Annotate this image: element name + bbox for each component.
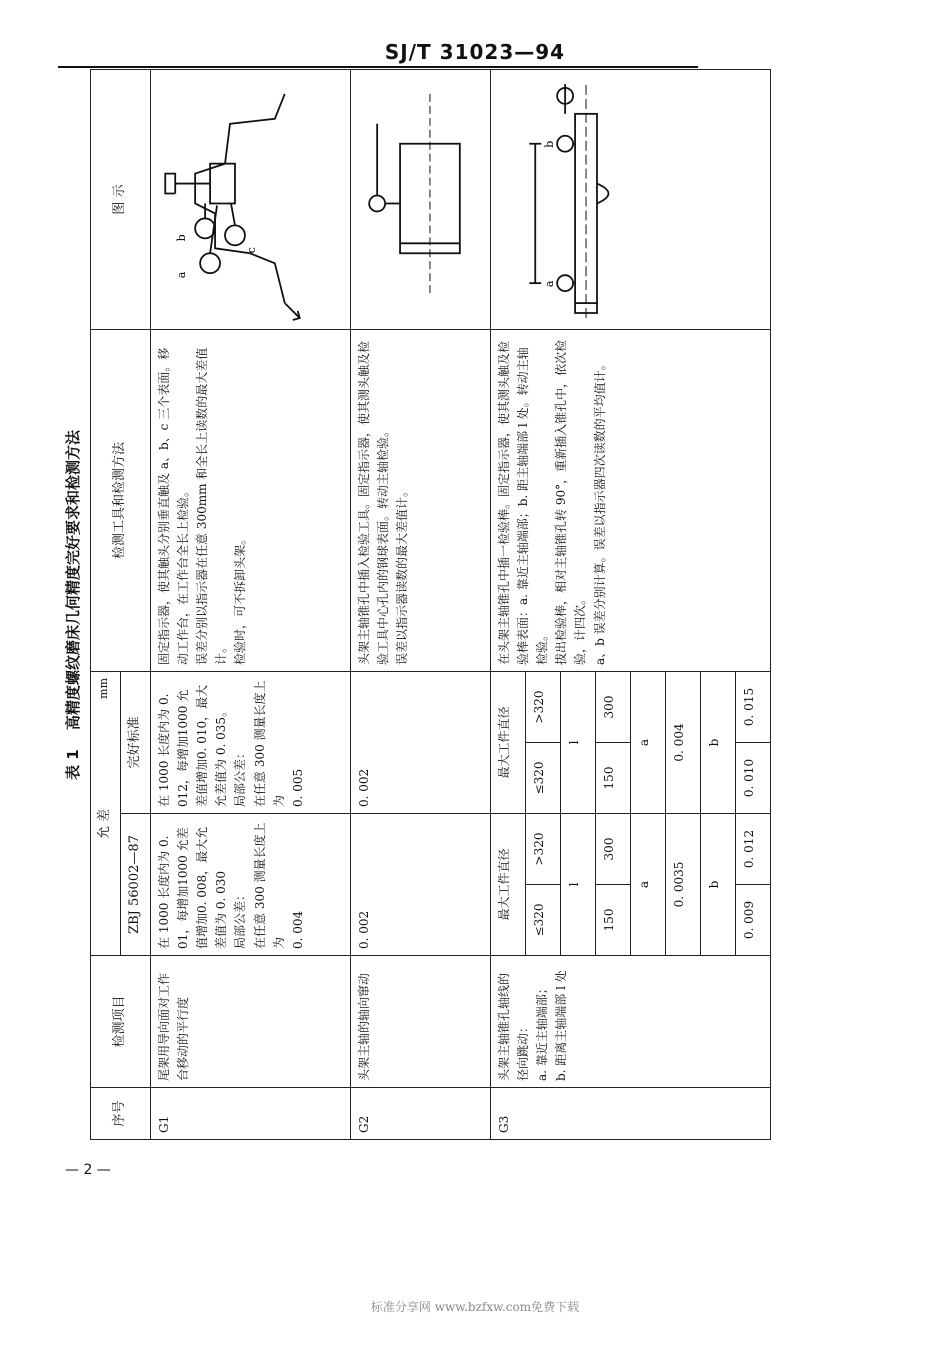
header-rule	[58, 66, 698, 68]
label-b: b	[542, 140, 556, 148]
table-label: 表 1	[64, 749, 82, 780]
b-value-large: 0. 015	[735, 672, 770, 743]
row-id: G1	[150, 1088, 350, 1140]
header-method: 检测工具和检测方法	[91, 329, 151, 671]
sub-header: 最大工件直径	[491, 814, 526, 955]
row-id: G3	[490, 1088, 770, 1140]
row-standard: 0. 002	[350, 814, 490, 956]
row-good: 在 1000 长度内为 0. 012，每增加1000 允差值增加0. 010，最大允差值为 0. 035。 局部公差： 在任意 300 测量长度上为 0. 005	[150, 671, 350, 813]
a-value: 0. 0035	[665, 814, 700, 955]
row-figure	[350, 69, 490, 329]
table-title: 高精度螺纹磨床几何精度完好要求和检测方法	[64, 430, 82, 731]
precision-table	[90, 69, 771, 1140]
rotated-table-region	[60, 70, 756, 1140]
label-a: a	[542, 280, 556, 288]
tailstock-diagram	[155, 76, 305, 323]
row-good	[490, 671, 770, 813]
b-label: b	[700, 672, 735, 813]
length-small: 150	[595, 885, 630, 956]
diameter-large: >320	[525, 672, 560, 743]
length-small: 150	[595, 743, 630, 814]
standard-subtable	[491, 814, 770, 955]
b-value-small: 0. 009	[735, 885, 770, 956]
label-c: c	[244, 247, 258, 254]
header-figure: 图 示	[91, 69, 151, 329]
diameter-small: ≤320	[525, 885, 560, 956]
label-b: b	[174, 234, 188, 242]
row-item: 尾架用导向面对工作台移动的平行度	[150, 956, 350, 1088]
length-label: l	[560, 814, 595, 955]
diameter-large: >320	[525, 814, 560, 885]
sub-header: 最大工件直径	[491, 672, 526, 813]
a-value: 0. 004	[665, 672, 700, 813]
a-label: a	[630, 814, 665, 955]
page-number: — 2 —	[65, 1162, 111, 1178]
b-value-small: 0. 010	[735, 743, 770, 814]
table-caption	[60, 70, 86, 1140]
watermark: 标准分享网 www.bzfxw.com免费下载	[370, 1300, 580, 1314]
row-figure	[490, 69, 770, 329]
diameter-small: ≤320	[525, 743, 560, 814]
good-subtable	[491, 672, 770, 813]
header-tolerance	[91, 671, 121, 955]
b-value-large: 0. 012	[735, 814, 770, 885]
row-item: 头架主轴锥孔轴线的径向跳动： a. 靠近主轴端部； b. 距离主轴端部 l 处	[490, 956, 770, 1088]
header-seq: 序号	[91, 1088, 151, 1140]
a-label: a	[630, 672, 665, 813]
radial-runout-diagram	[495, 76, 695, 323]
label-a: a	[174, 271, 188, 279]
row-id: G2	[350, 1088, 490, 1140]
row-item: 头架主轴的轴向窜动	[350, 956, 490, 1088]
table-row	[350, 69, 490, 1139]
row-good: 0. 002	[350, 671, 490, 813]
row-standard	[490, 814, 770, 956]
row-figure	[150, 69, 350, 329]
axial-runout-diagram	[355, 76, 475, 323]
row-standard: 在 1000 长度内为 0. 01，每增加1000 允差值增加0. 008，最大允差值为 0. 030 局部公差： 在任意 300 测量长度上为 0. 004	[150, 814, 350, 956]
length-label: l	[560, 672, 595, 813]
header-item: 检测项目	[91, 956, 151, 1088]
document-code: SJ/T 31023—94	[384, 40, 566, 64]
row-method: 头架主轴锥孔中插入检验工具。固定指示器，使其测头触及检验工具中心孔内的钢球表面。转动主轴检验。 误差以指示器读数的最大差值计。	[350, 329, 490, 671]
length-large: 300	[595, 814, 630, 885]
header-good: 完好标准	[120, 671, 150, 813]
header-tolerance-label: 允 差	[97, 808, 112, 839]
table-row	[490, 69, 770, 1139]
table-row	[150, 69, 350, 1139]
header-standard: ZBJ 56002—87	[120, 814, 150, 956]
row-method: 在头架主轴锥孔中插一检验棒。固定指示器，使其测头触及检验棒表面：a. 靠近主轴端部；b. 距主轴端部 l 处。转动主轴检验。 拔出检验棒，相对主轴锥孔转 90°，重新插入锥孔中，依次检验，计四次。 a、b 误差分别计算。误差以指示器四次读数的平均值计。	[490, 329, 770, 671]
length-large: 300	[595, 672, 630, 743]
header-unit: mm	[97, 677, 110, 699]
b-label: b	[700, 814, 735, 955]
row-method: 固定指示器，使其触头分别垂直触及 a、b、c 三个表面。移动工作台，在工作台全长上检验。 误差分别以指示器在任意 300mm 和全长上读数的最大差值计。 检验时，可不拆卸头架。	[150, 329, 350, 671]
